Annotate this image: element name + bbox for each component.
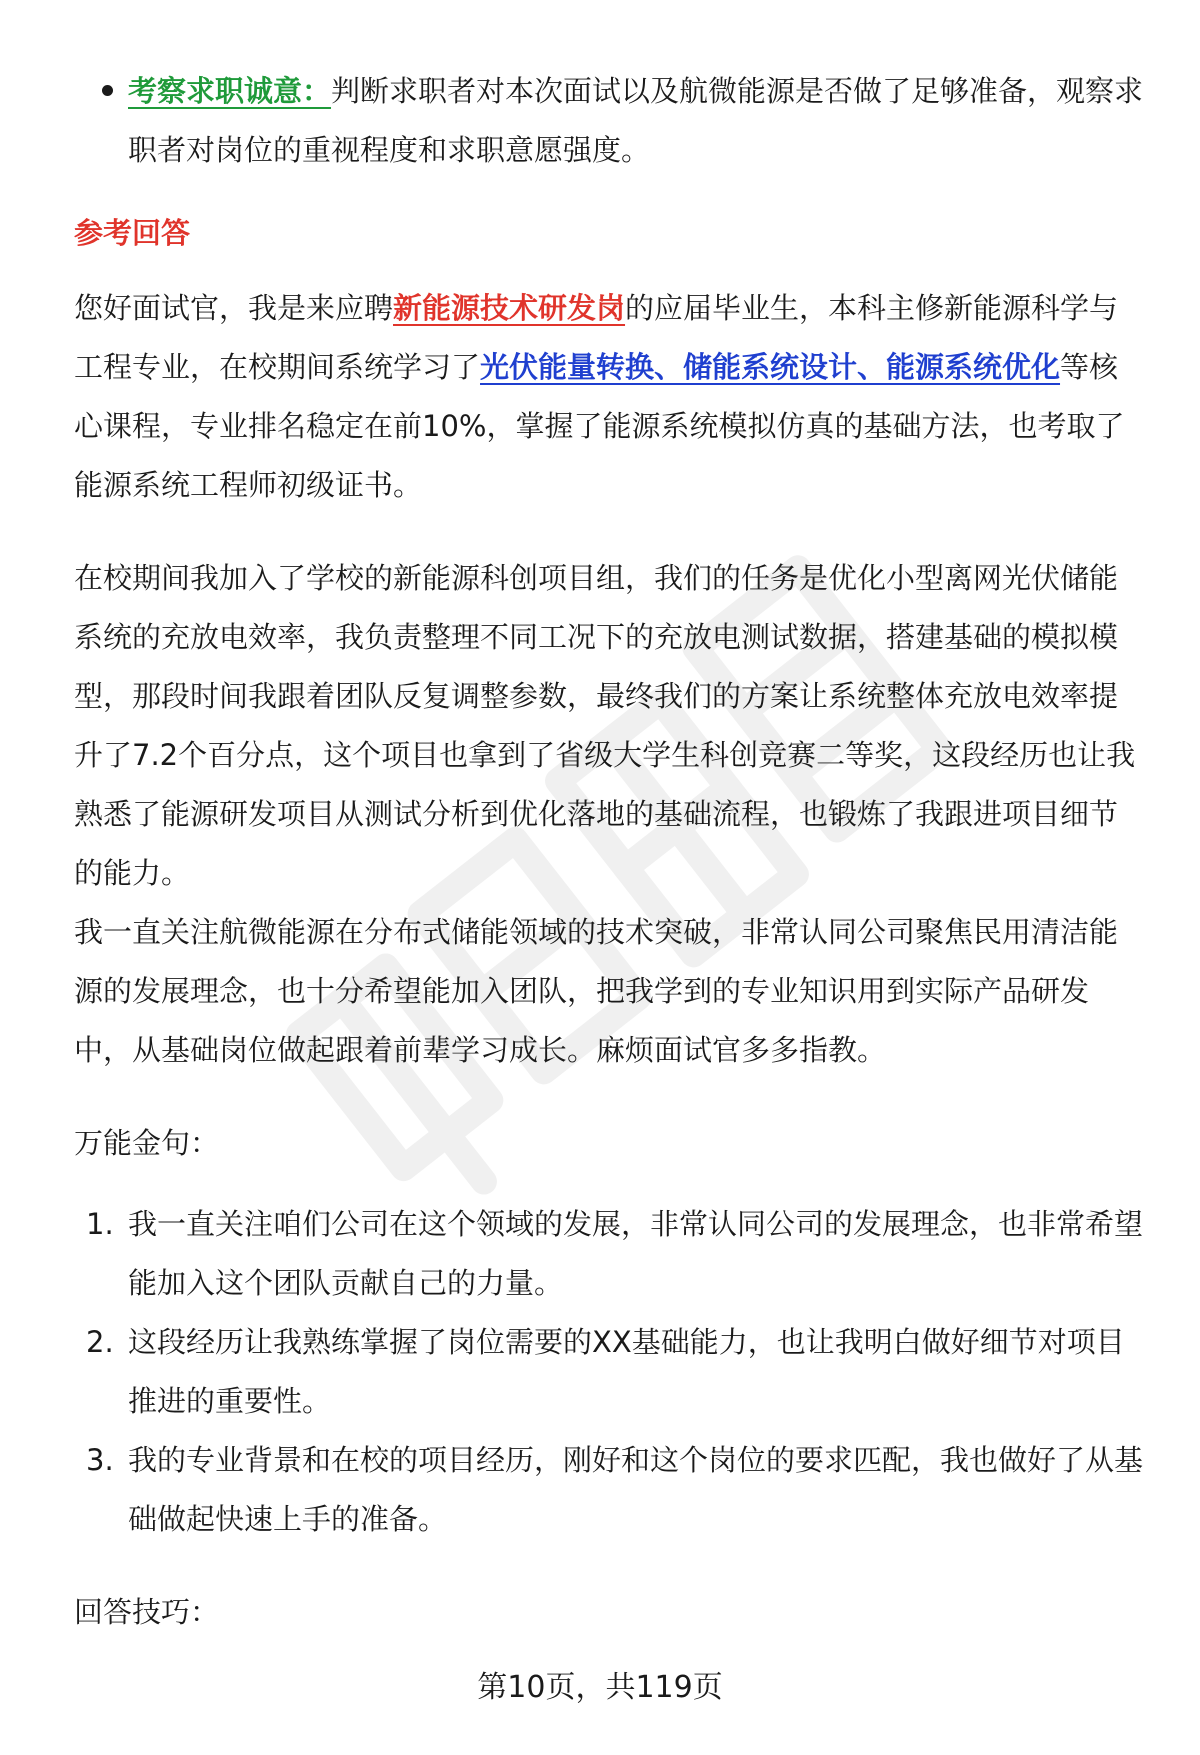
list-item [74,1313,1144,1431]
para1-mid: 的应届毕业生，本科主修新能源科学与工程专业，在校期间系统学习了 [74,291,1119,384]
golden-sentence-list [74,1195,1144,1549]
list-item-text: 我的专业背景和在校的项目经历，刚好和这个岗位的要求匹配，我也做好了从基础做起快速上手的准备。 [128,1443,1144,1536]
list-item [74,1195,1144,1313]
para1-post: 等核心课程，专业排名稳定在前10%，掌握了能源系统模拟仿真的基础方法，也考取了能源系统工程师初级证书。 [74,350,1125,502]
section-title-tips: 回答技巧： [74,1595,220,1629]
list-number: 3. [86,1443,114,1477]
section-title-reference: 参考回答 [74,216,191,250]
content-area [74,62,1144,1642]
list-item [74,1431,1144,1549]
section-title-golden: 万能金句： [74,1126,220,1160]
list-item-text: 我一直关注咱们公司在这个领域的发展，非常认同公司的发展理念，也非常希望能加入这个团队贡献自己的力量。 [128,1207,1144,1300]
page-footer: 第10页，共119页 [477,1670,723,1705]
answer-paragraph-1 [74,279,1144,515]
answer-paragraph-2: 在校期间我加入了学校的新能源科创项目组，我们的任务是优化小型离网光伏储能系统的充放电效率，我负责整理不同工况下的充放电测试数据，搭建基础的模拟模型，那段时间我跟着团队反复调整参数，最终我们的方案让系统整体充放电效率提升了7.2个百分点，这个项目也拿到了省级大学生科创竞赛二等奖，这段经历也让我熟悉了能源研发项目从测试分析到优化落地的基础流程，也锻炼了我跟进项目细节的能力。 [74,561,1136,890]
list-item [74,62,1144,180]
answer-paragraph-3: 我一直关注航微能源在分布式储能领域的技术突破，非常认同公司聚焦民用清洁能源的发展理念，也十分希望能加入团队，把我学到的专业知识用到实际产品研发中，从基础岗位做起跟着前辈学习成长。麻烦面试官多多指教。 [74,915,1119,1067]
highlight-courses: 光伏能量转换、储能系统设计、能源系统优化 [480,350,1061,384]
list-number: 2. [86,1325,114,1359]
list-item-text: 这段经历让我熟练掌握了岗位需要的XX基础能力，也让我明白做好细节对项目推进的重要性。 [128,1325,1125,1418]
bullet-label: 考察求职诚意： [128,74,332,108]
list-number: 1. [86,1207,114,1241]
bullet-dot-icon [102,85,113,96]
para1-pre: 您好面试官，我是来应聘 [74,291,394,325]
bullet-text: 判断求职者对本次面试以及航微能源是否做了足够准备，观察求职者对岗位的重视程度和求职意愿强度。 [128,74,1144,167]
highlight-position: 新能源技术研发岗 [393,291,626,325]
